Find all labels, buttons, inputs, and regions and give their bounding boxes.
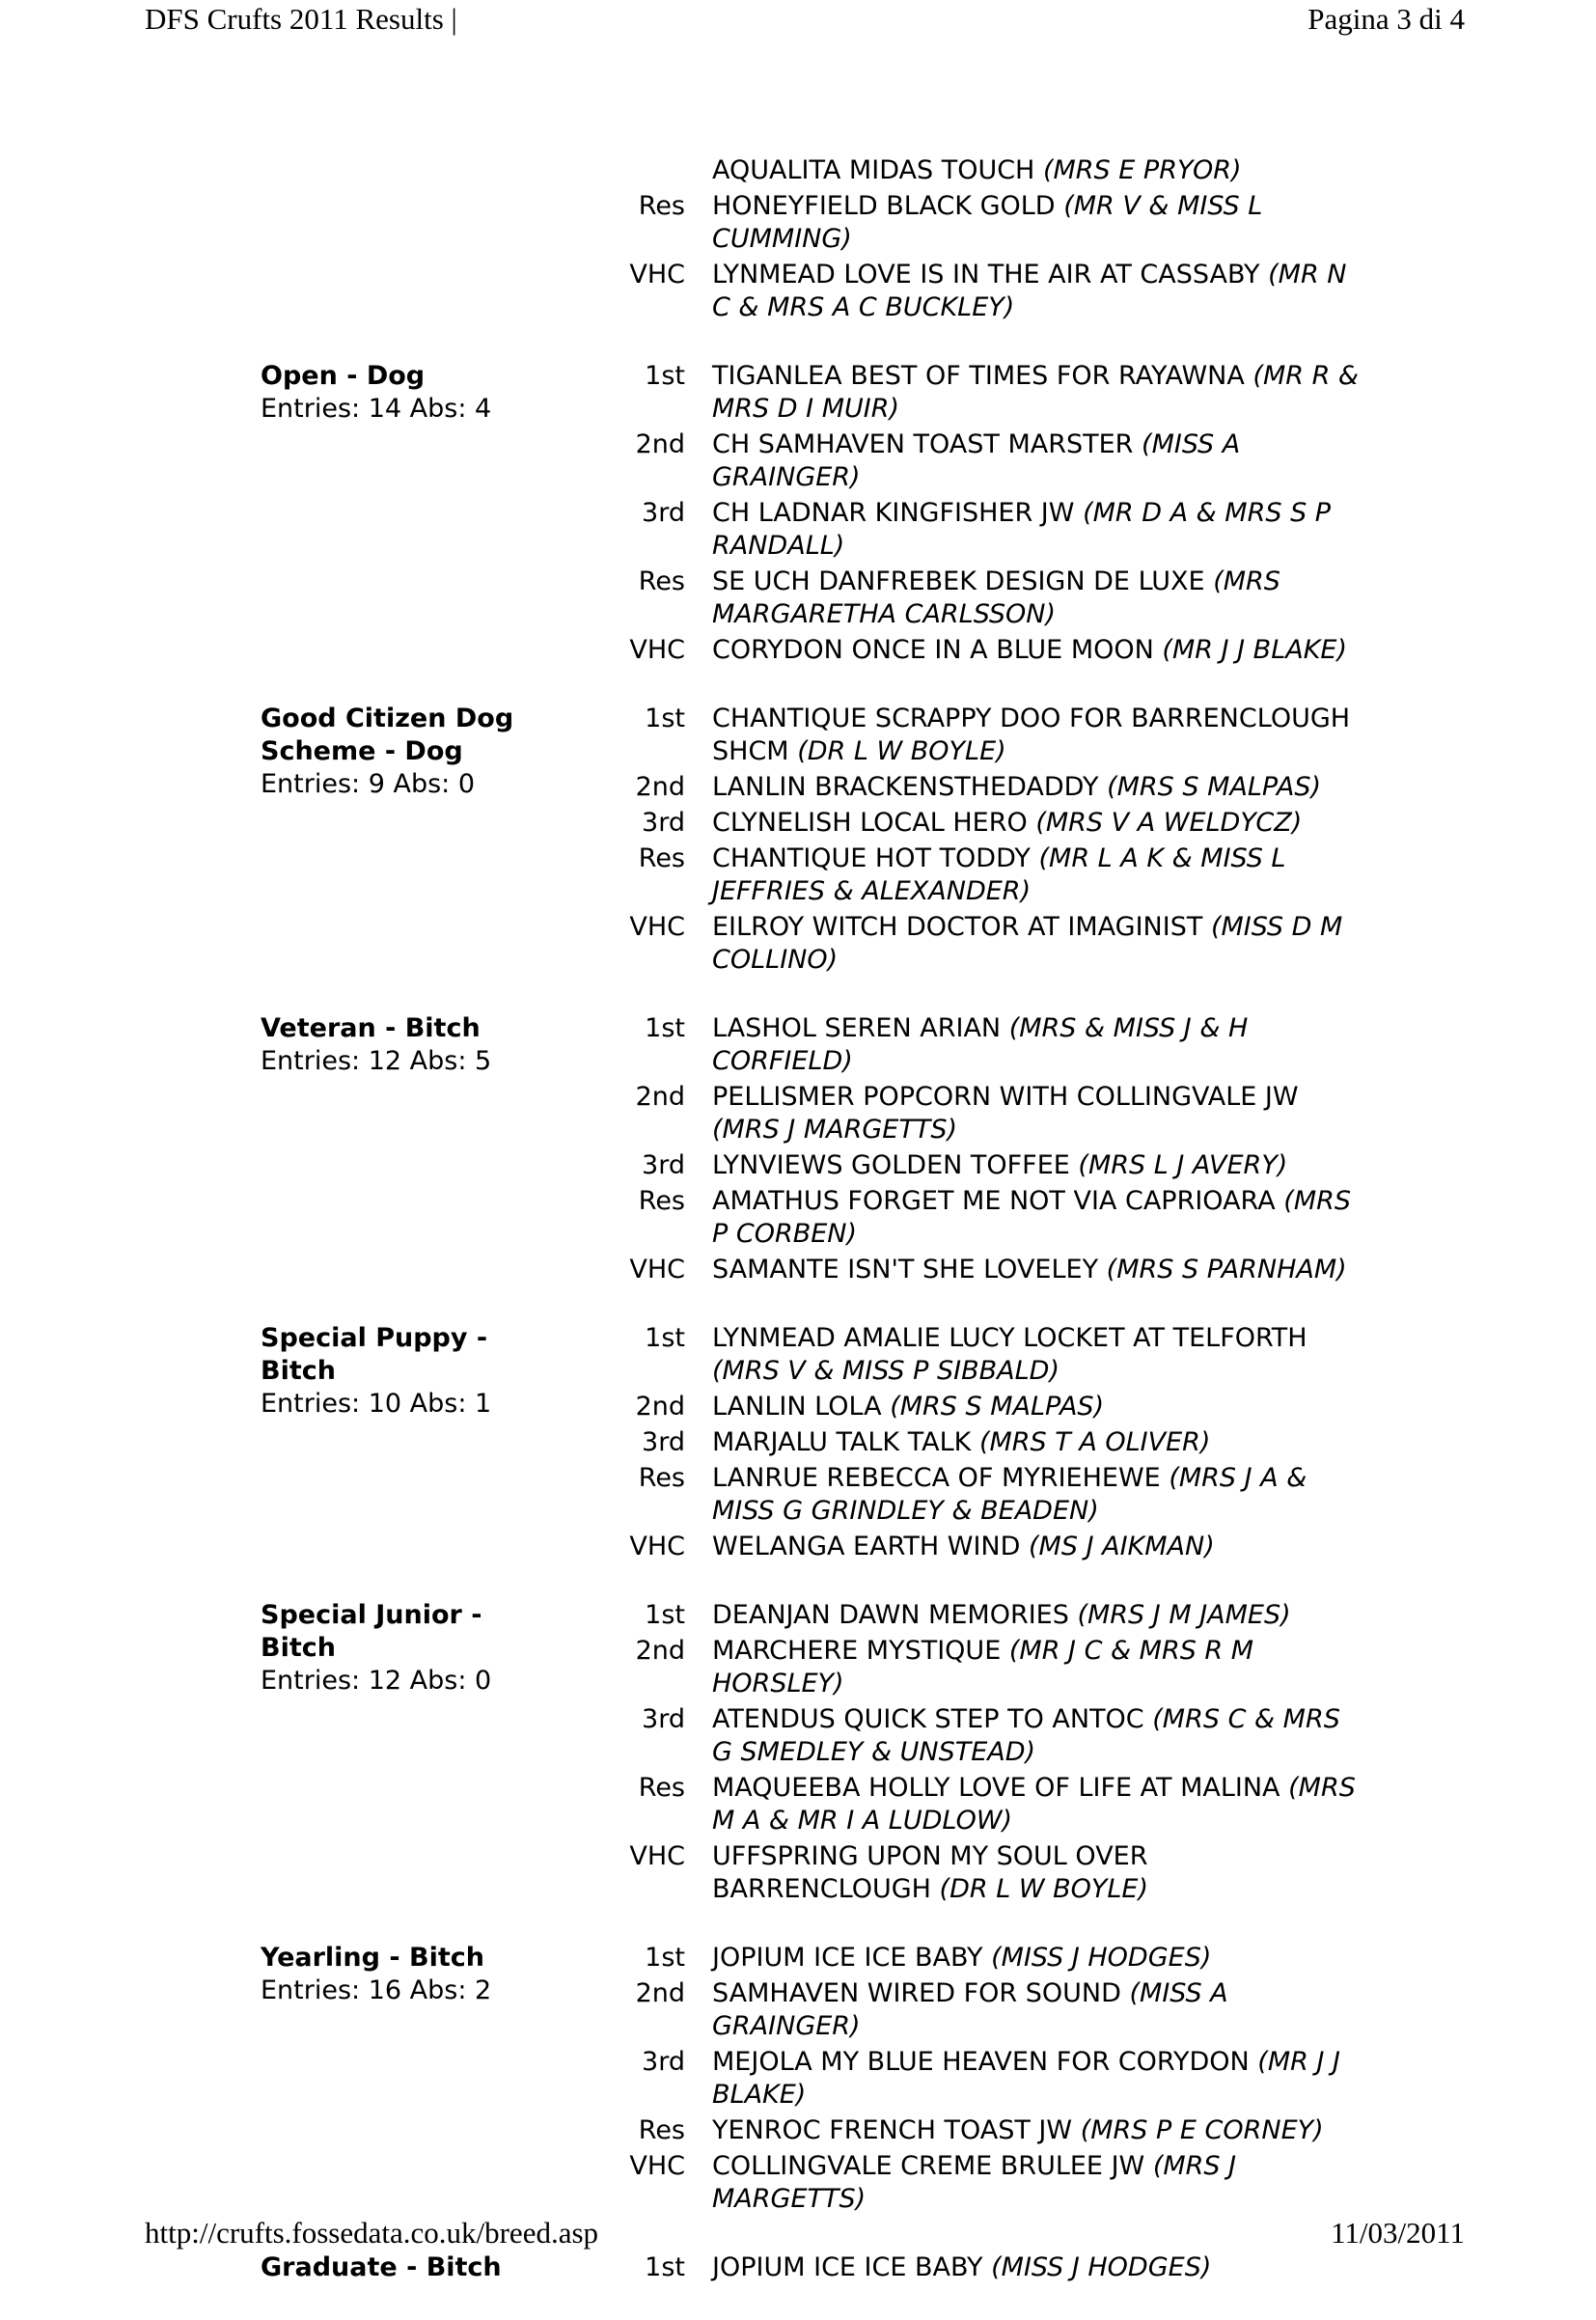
entry bbox=[712, 911, 1359, 977]
result-row bbox=[598, 428, 1361, 494]
results bbox=[598, 1942, 1361, 2219]
placing: VHC bbox=[629, 1841, 685, 1871]
dog-name: MARJALU TALK TALK bbox=[712, 1427, 972, 1457]
entry bbox=[712, 2251, 1359, 2284]
entry bbox=[712, 1942, 1359, 1975]
dog-name: CHANTIQUE SCRAPPY DOO FOR BARRENCLOUGH SHCM bbox=[712, 704, 1351, 766]
dog-name: AQUALITA MIDAS TOUCH bbox=[712, 155, 1035, 185]
owner-name: (MR J C & MRS R M HORSLEY) bbox=[712, 1636, 1254, 1699]
dog-name: TIGANLEA BEST OF TIMES FOR RAYAWNA bbox=[712, 361, 1245, 391]
owner-name: (MRS L J AVERY) bbox=[1078, 1150, 1288, 1180]
page-number: Pagina 3 di 4 bbox=[1307, 2, 1465, 36]
results bbox=[598, 360, 1361, 670]
entry bbox=[712, 1391, 1359, 1423]
result-row bbox=[598, 360, 1361, 426]
dog-name: SE UCH DANFREBEK DESIGN DE LUXE bbox=[712, 566, 1205, 596]
entry bbox=[712, 428, 1359, 494]
result-row bbox=[598, 1254, 1361, 1286]
entry bbox=[712, 2046, 1359, 2112]
class-block bbox=[261, 1942, 1361, 2219]
entry bbox=[712, 1462, 1359, 1528]
result-row bbox=[598, 1772, 1361, 1837]
result-row bbox=[598, 807, 1361, 840]
result-row bbox=[598, 1599, 1361, 1632]
class-entries: Entries: 16 Abs: 2 bbox=[261, 1975, 492, 2005]
dog-name: LANLIN BRACKENSTHEDADDY bbox=[712, 772, 1099, 802]
class-block bbox=[261, 1012, 1361, 1289]
placing: 2nd bbox=[635, 1636, 685, 1666]
class-entries: Entries: 9 Abs: 0 bbox=[261, 769, 476, 799]
result-row bbox=[598, 1462, 1361, 1528]
owner-name: (MR N C & MRS A C BUCKLEY) bbox=[712, 260, 1347, 322]
class-entries: Entries: 12 Abs: 0 bbox=[261, 1666, 492, 1696]
class-block bbox=[261, 154, 1361, 327]
class-block bbox=[261, 1322, 1361, 1566]
owner-name: (MRS J MARGETTS) bbox=[712, 1115, 958, 1145]
entry bbox=[712, 1426, 1359, 1459]
entry bbox=[712, 1977, 1359, 2043]
dog-name: ATENDUS QUICK STEP TO ANTOC bbox=[712, 1704, 1144, 1734]
result-row bbox=[598, 842, 1361, 908]
entry bbox=[712, 1322, 1359, 1388]
entry bbox=[712, 259, 1359, 324]
class-block bbox=[261, 1599, 1361, 1909]
placing: VHC bbox=[629, 912, 685, 942]
placing: VHC bbox=[629, 260, 685, 290]
owner-name: (DR L W BOYLE) bbox=[797, 736, 1006, 766]
result-row bbox=[598, 703, 1361, 768]
placing: 3rd bbox=[642, 1704, 685, 1734]
results bbox=[598, 1012, 1361, 1289]
owner-name: (MR V & MISS L CUMMING) bbox=[712, 191, 1263, 254]
class-info bbox=[261, 1599, 598, 1909]
dog-name: MARCHERE MYSTIQUE bbox=[712, 1636, 1002, 1666]
entry bbox=[712, 497, 1359, 563]
placing: Res bbox=[638, 1773, 685, 1803]
result-row bbox=[598, 1322, 1361, 1388]
owner-name: (MISS D M COLLINO) bbox=[712, 912, 1343, 975]
result-row bbox=[598, 154, 1361, 187]
class-name: Graduate - Bitch bbox=[261, 2252, 502, 2282]
class-info bbox=[261, 360, 598, 670]
dog-name: UFFSPRING UPON MY SOUL OVER BARRENCLOUGH bbox=[712, 1841, 1148, 1904]
entry bbox=[712, 2150, 1359, 2216]
entry bbox=[712, 1254, 1359, 1286]
class-block bbox=[261, 360, 1361, 670]
owner-name: (MISS J HODGES) bbox=[991, 2252, 1212, 2282]
placing: Res bbox=[638, 1186, 685, 1216]
dog-name: LASHOL SEREN ARIAN bbox=[712, 1013, 1002, 1043]
placing: Res bbox=[638, 843, 685, 873]
result-row bbox=[598, 1531, 1361, 1563]
result-row bbox=[598, 190, 1361, 256]
placing: 1st bbox=[645, 1013, 685, 1043]
placing: 3rd bbox=[642, 498, 685, 528]
placing: VHC bbox=[629, 2151, 685, 2181]
dog-name: SAMANTE ISN'T SHE LOVELEY bbox=[712, 1255, 1099, 1284]
entry bbox=[712, 1703, 1359, 1769]
result-row bbox=[598, 1703, 1361, 1769]
entry bbox=[712, 807, 1359, 840]
placing bbox=[598, 154, 712, 187]
dog-name: EILROY WITCH DOCTOR AT IMAGINIST bbox=[712, 912, 1203, 942]
results bbox=[598, 154, 1361, 327]
owner-name: (DR L W BOYLE) bbox=[939, 1874, 1149, 1904]
owner-name: (MRS P E CORNEY) bbox=[1080, 2115, 1324, 2145]
placing: 1st bbox=[645, 1323, 685, 1353]
dog-name: LYNMEAD LOVE IS IN THE AIR AT CASSABY bbox=[712, 260, 1260, 290]
dog-name: MAQUEEBA HOLLY LOVE OF LIFE AT MALINA bbox=[712, 1773, 1280, 1803]
placing: 2nd bbox=[635, 1082, 685, 1112]
placing: 1st bbox=[645, 361, 685, 391]
entry bbox=[712, 1635, 1359, 1700]
results bbox=[598, 1599, 1361, 1909]
class-info bbox=[261, 1012, 598, 1289]
results-list bbox=[261, 154, 1361, 2320]
class-name: Special Junior - Bitch bbox=[261, 1600, 482, 1663]
dog-name: WELANGA EARTH WIND bbox=[712, 1532, 1021, 1561]
placing: Res bbox=[638, 1463, 685, 1493]
result-row bbox=[598, 771, 1361, 804]
class-entries: Entries: 10 Abs: 1 bbox=[261, 1389, 492, 1419]
entry bbox=[712, 566, 1359, 631]
class-block bbox=[261, 703, 1361, 980]
owner-name: (MRS MARGARETHA CARLSSON) bbox=[712, 566, 1280, 629]
entry bbox=[712, 1599, 1359, 1632]
dog-name: CORYDON ONCE IN A BLUE MOON bbox=[712, 635, 1154, 665]
result-row bbox=[598, 1635, 1361, 1700]
dog-name: COLLINGVALE CREME BRULEE JW bbox=[712, 2151, 1145, 2181]
placing: 1st bbox=[645, 1600, 685, 1630]
placing: 2nd bbox=[635, 429, 685, 459]
result-row bbox=[598, 2114, 1361, 2147]
dog-name: MEJOLA MY BLUE HEAVEN FOR CORYDON bbox=[712, 2047, 1250, 2077]
result-row bbox=[598, 1391, 1361, 1423]
entry bbox=[712, 703, 1359, 768]
dog-name: LYNVIEWS GOLDEN TOFFEE bbox=[712, 1150, 1070, 1180]
owner-name: (MR J J BLAKE) bbox=[712, 2047, 1340, 2110]
class-entries: Entries: 12 Abs: 5 bbox=[261, 1046, 492, 1076]
owner-name: (MS J AIKMAN) bbox=[1029, 1532, 1215, 1561]
placing: 3rd bbox=[642, 1427, 685, 1457]
owner-name: (MRS & MISS J & H CORFIELD) bbox=[712, 1013, 1249, 1076]
placing: Res bbox=[638, 191, 685, 221]
result-row bbox=[598, 2150, 1361, 2216]
dog-name: CLYNELISH LOCAL HERO bbox=[712, 808, 1028, 838]
entry bbox=[712, 1531, 1359, 1563]
dog-name: DEANJAN DAWN MEMORIES bbox=[712, 1600, 1069, 1630]
owner-name: (MRS J M JAMES) bbox=[1077, 1600, 1291, 1630]
owner-name: (MR D A & MRS S P RANDALL) bbox=[712, 498, 1332, 561]
owner-name: (MISS A GRAINGER) bbox=[712, 1978, 1228, 2041]
owner-name: (MRS J MARGETTS) bbox=[712, 2151, 1237, 2214]
result-row bbox=[598, 1977, 1361, 2043]
class-name: Open - Dog bbox=[261, 361, 426, 391]
result-row bbox=[598, 1426, 1361, 1459]
entry bbox=[712, 1185, 1359, 1251]
placing: 2nd bbox=[635, 1978, 685, 2008]
owner-name: (MRS S MALPAS) bbox=[1107, 772, 1322, 802]
owner-name: (MRS E PRYOR) bbox=[1042, 155, 1242, 185]
results bbox=[598, 1322, 1361, 1566]
placing: 1st bbox=[645, 1943, 685, 1973]
owner-name: (MISS J HODGES) bbox=[991, 1943, 1212, 1973]
dog-name: HONEYFIELD BLACK GOLD bbox=[712, 191, 1056, 221]
owner-name: (MRS C & MRS G SMEDLEY & UNSTEAD) bbox=[712, 1704, 1340, 1767]
dog-name: CH LADNAR KINGFISHER JW bbox=[712, 498, 1075, 528]
owner-name: (MR J J BLAKE) bbox=[1162, 635, 1348, 665]
result-row bbox=[598, 1012, 1361, 1078]
placing: 3rd bbox=[642, 1150, 685, 1180]
dog-name: JOPIUM ICE ICE BABY bbox=[712, 1943, 983, 1973]
entry bbox=[712, 842, 1359, 908]
placing: 2nd bbox=[635, 1392, 685, 1422]
owner-name: (MR R & MRS D I MUIR) bbox=[712, 361, 1359, 424]
placing: 2nd bbox=[635, 772, 685, 802]
result-row bbox=[598, 259, 1361, 324]
result-row bbox=[598, 497, 1361, 563]
entry bbox=[712, 634, 1359, 667]
placing: Res bbox=[638, 566, 685, 596]
result-row bbox=[598, 566, 1361, 631]
results bbox=[598, 703, 1361, 980]
dog-name: PELLISMER POPCORN WITH COLLINGVALE JW bbox=[712, 1082, 1299, 1112]
placing: VHC bbox=[629, 1532, 685, 1561]
result-row bbox=[598, 1942, 1361, 1975]
owner-name: (MRS V A WELDYCZ) bbox=[1035, 808, 1303, 838]
dog-name: CH SAMHAVEN TOAST MARSTER bbox=[712, 429, 1134, 459]
entry bbox=[712, 1081, 1359, 1146]
entry bbox=[712, 1012, 1359, 1078]
dog-name: LANLIN LOLA bbox=[712, 1392, 882, 1422]
entry bbox=[712, 1840, 1359, 1906]
class-name: Veteran - Bitch bbox=[261, 1013, 481, 1043]
owner-name: (MRS J A & MISS G GRINDLEY & BEADEN) bbox=[712, 1463, 1307, 1526]
class-entries: Entries: 14 Abs: 4 bbox=[261, 394, 492, 424]
entry bbox=[712, 771, 1359, 804]
placing: Res bbox=[638, 2115, 685, 2145]
class-name: Yearling - Bitch bbox=[261, 1943, 484, 1973]
result-row bbox=[598, 2251, 1361, 2284]
class-info bbox=[261, 1322, 598, 1566]
placing: 3rd bbox=[642, 808, 685, 838]
dog-name: JOPIUM ICE ICE BABY bbox=[712, 2252, 983, 2282]
class-info bbox=[261, 154, 598, 327]
result-row bbox=[598, 1840, 1361, 1906]
placing: 1st bbox=[645, 704, 685, 733]
placing: VHC bbox=[629, 1255, 685, 1284]
owner-name: (MISS A GRAINGER) bbox=[712, 429, 1241, 492]
dog-name: LYNMEAD AMALIE LUCY LOCKET AT TELFORTH bbox=[712, 1323, 1307, 1353]
result-row bbox=[598, 2046, 1361, 2112]
result-row bbox=[598, 1081, 1361, 1146]
dog-name: LANRUE REBECCA OF MYRIEHEWE bbox=[712, 1463, 1161, 1493]
placing: 3rd bbox=[642, 2047, 685, 2077]
class-name: Special Puppy - Bitch bbox=[261, 1323, 488, 1386]
class-name: Good Citizen Dog Scheme - Dog bbox=[261, 704, 514, 766]
result-row bbox=[598, 1149, 1361, 1182]
class-info bbox=[261, 703, 598, 980]
owner-name: (MRS T A OLIVER) bbox=[978, 1427, 1211, 1457]
footer-date: 11/03/2011 bbox=[1331, 2216, 1465, 2250]
placing: VHC bbox=[629, 635, 685, 665]
class-info bbox=[261, 1942, 598, 2219]
entry bbox=[712, 360, 1359, 426]
dog-name: AMATHUS FORGET ME NOT VIA CAPRIOARA bbox=[712, 1186, 1276, 1216]
dog-name: CHANTIQUE HOT TODDY bbox=[712, 843, 1031, 873]
owner-name: (MRS M A & MR I A LUDLOW) bbox=[712, 1773, 1356, 1836]
entry bbox=[712, 2114, 1359, 2147]
owner-name: (MRS S MALPAS) bbox=[890, 1392, 1105, 1422]
page-header-title: DFS Crufts 2011 Results | bbox=[145, 2, 457, 36]
entry bbox=[712, 190, 1359, 256]
dog-name: SAMHAVEN WIRED FOR SOUND bbox=[712, 1978, 1121, 2008]
result-row bbox=[598, 1185, 1361, 1251]
footer-url[interactable]: http://crufts.fossedata.co.uk/breed.asp bbox=[145, 2216, 599, 2250]
result-row bbox=[598, 911, 1361, 977]
entry bbox=[712, 1149, 1359, 1182]
owner-name: (MRS V & MISS P SIBBALD) bbox=[712, 1356, 1060, 1386]
placing: 1st bbox=[645, 2252, 685, 2282]
dog-name: YENROC FRENCH TOAST JW bbox=[712, 2115, 1073, 2145]
entry bbox=[712, 1772, 1359, 1837]
entry bbox=[712, 154, 1359, 187]
owner-name: (MR L A K & MISS L JEFFRIES & ALEXANDER) bbox=[712, 843, 1286, 906]
owner-name: (MRS P CORBEN) bbox=[712, 1186, 1352, 1249]
result-row bbox=[598, 634, 1361, 667]
owner-name: (MRS S PARNHAM) bbox=[1106, 1255, 1347, 1284]
